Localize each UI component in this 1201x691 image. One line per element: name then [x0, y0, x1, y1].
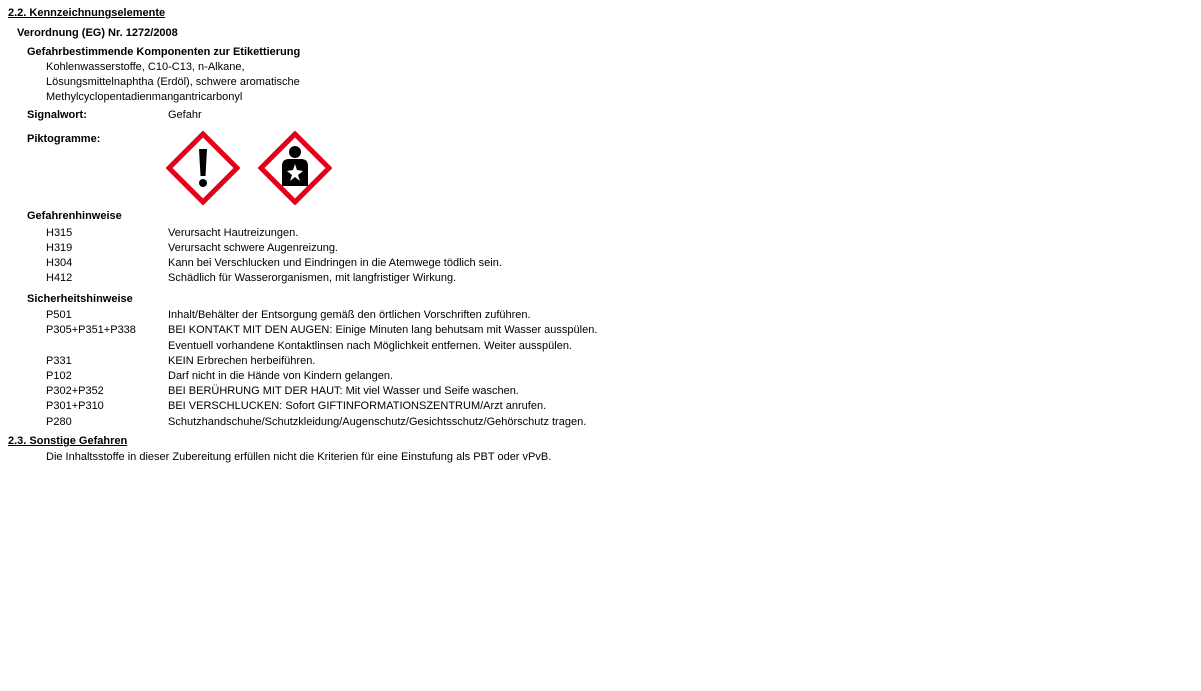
component-item: Kohlenwasserstoffe, C10-C13, n-Alkane, — [46, 61, 245, 73]
precaution-code: P302+P352 — [46, 385, 104, 397]
signal-word-value: Gefahr — [168, 109, 202, 121]
precaution-text: BEI BERÜHRUNG MIT DER HAUT: Mit viel Wasser und Seife waschen. — [168, 385, 519, 397]
hazard-text: Schädlich für Wasserorganismen, mit langfristiger Wirkung. — [168, 272, 457, 284]
regulation-title: Verordnung (EG) Nr. 1272/2008 — [17, 27, 178, 39]
signal-word-label: Signalwort: — [27, 109, 87, 121]
section-heading-2-2: 2.2. Kennzeichnungselemente — [8, 7, 166, 19]
precaution-code: P102 — [46, 370, 72, 382]
section-heading-2-3: 2.3. Sonstige Gefahren — [8, 435, 128, 447]
precaution-code: P280 — [46, 416, 72, 428]
hazard-text: Verursacht schwere Augenreizung. — [168, 242, 338, 254]
hazard-code: H319 — [46, 242, 73, 254]
precaution-text: Darf nicht in die Hände von Kindern gelangen. — [168, 370, 394, 382]
hazard-statements-title: Gefahrenhinweise — [27, 210, 122, 222]
precaution-code: P305+P351+P338 — [46, 324, 136, 336]
health-hazard-icon — [258, 131, 332, 205]
pictograms-label: Piktogramme: — [27, 133, 101, 145]
exclamation-mark-icon — [166, 131, 240, 205]
components-title: Gefahrbestimmende Komponenten zur Etikettierung — [27, 46, 301, 58]
component-item: Methylcyclopentadienmangantricarbonyl — [46, 91, 243, 103]
component-item: Lösungsmittelnaphtha (Erdöl), schwere aromatische — [46, 76, 300, 88]
precaution-text: Schutzhandschuhe/Schutzkleidung/Augenschutz/Gesichtsschutz/Gehörschutz tragen. — [168, 416, 587, 428]
precautionary-statements-title: Sicherheitshinweise — [27, 293, 133, 305]
precaution-text: KEIN Erbrechen herbeiführen. — [168, 355, 316, 367]
precaution-text: Inhalt/Behälter der Entsorgung gemäß den örtlichen Vorschriften zuführen. — [168, 309, 531, 321]
hazard-text: Verursacht Hautreizungen. — [168, 227, 299, 239]
hazard-code: H315 — [46, 227, 73, 239]
precaution-code: P501 — [46, 309, 72, 321]
precaution-text-continued: Eventuell vorhandene Kontaktlinsen nach Möglichkeit entfernen. Weiter ausspülen. — [168, 340, 572, 352]
precaution-code: P331 — [46, 355, 72, 367]
precaution-code: P301+P310 — [46, 400, 104, 412]
hazard-code: H304 — [46, 257, 73, 269]
precaution-text: BEI KONTAKT MIT DEN AUGEN: Einige Minuten lang behutsam mit Wasser ausspülen. — [168, 324, 598, 336]
hazard-code: H412 — [46, 272, 73, 284]
section-2-3-text: Die Inhaltsstoffe in dieser Zubereitung erfüllen nicht die Kriterien für eine Einstufung als PBT oder vPvB. — [46, 451, 552, 463]
hazard-text: Kann bei Verschlucken und Eindringen in die Atemwege tödlich sein. — [168, 257, 502, 269]
precaution-text: BEI VERSCHLUCKEN: Sofort GIFTINFORMATIONSZENTRUM/Arzt anrufen. — [168, 400, 547, 412]
